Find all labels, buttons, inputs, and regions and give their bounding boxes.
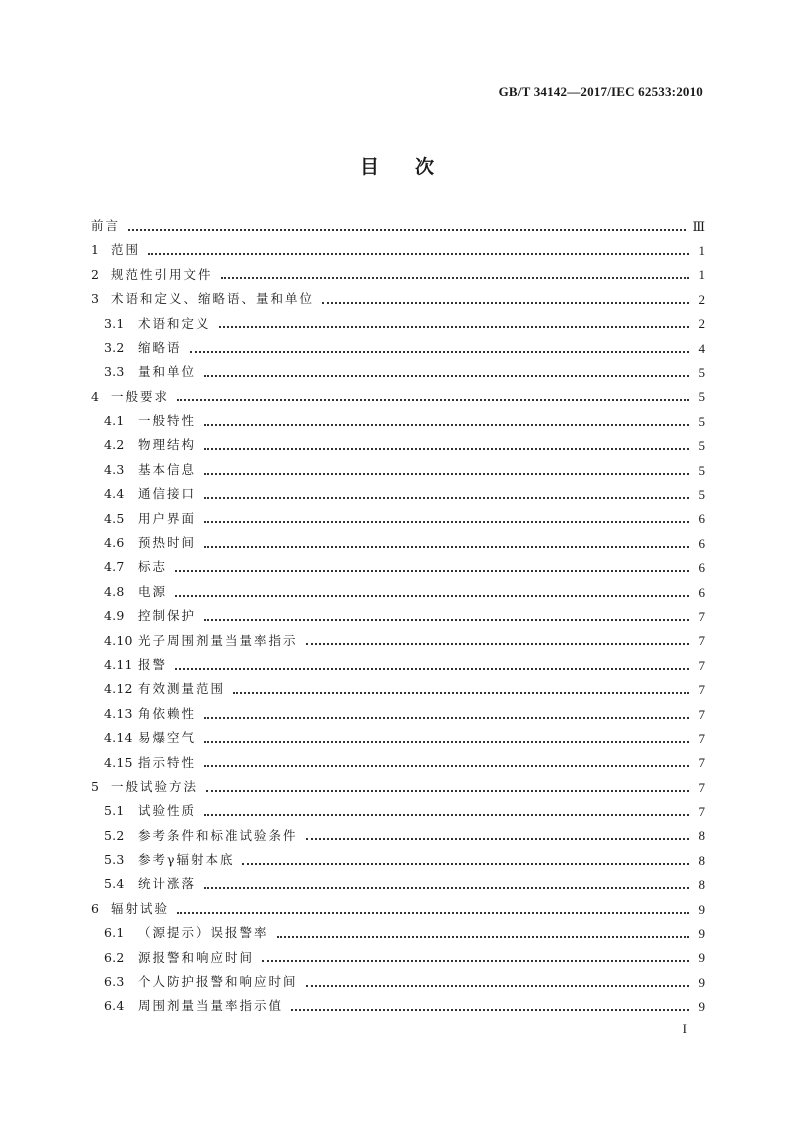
toc-entry[interactable] [91,799,705,823]
dot-leader [204,545,689,548]
toc-entry-page: 7 [698,804,705,820]
toc-entry[interactable] [91,629,705,653]
toc-entry-page: 4 [698,340,705,356]
toc-entry-number: 4.14 [104,730,133,746]
toc-entry-label: 参考γ辐射本底 [138,852,235,868]
toc-entry-label: 参考条件和标准试验条件 [138,827,298,843]
dot-leader [175,594,689,597]
toc-entry-number: 2 [91,266,100,282]
toc-entry-number: 4.15 [104,754,133,770]
toc-entry-page: Ⅲ [692,218,705,234]
toc-entry-page: 9 [698,999,705,1015]
toc-entry-label: 物理结构 [138,437,197,453]
toc-entry-page: 7 [698,657,705,673]
toc-entry-label: 个人防护报警和响应时间 [138,974,298,990]
toc-entry-page: 5 [698,462,705,478]
dot-leader [306,642,689,645]
toc-entry-label: 基本信息 [138,461,197,477]
toc-entry[interactable] [91,775,705,799]
dot-leader [204,886,689,889]
toc-entry-page: 7 [698,706,705,722]
dot-leader [204,423,689,426]
toc-entry-label: 源报警和响应时间 [138,949,255,965]
dot-leader [177,398,689,401]
toc-entry-label: 标志 [138,559,168,575]
toc-entry[interactable] [91,434,705,458]
toc-entry-page: 5 [698,413,705,429]
toc-entry-label: 术语和定义 [138,315,211,331]
toc-entry-number: 4.2 [104,437,125,453]
toc-entry-page: 7 [698,608,705,624]
toc-entry-label: （源提示）误报警率 [138,925,269,941]
toc-entry-number: 5 [91,778,100,794]
toc-entry[interactable] [91,702,705,726]
toc-entry-number: 3.1 [104,315,125,331]
toc-entry-page: 9 [698,950,705,966]
toc-entry-page: 5 [698,486,705,502]
toc-entry[interactable] [91,263,705,287]
dot-leader [190,350,689,353]
dot-leader [206,789,689,792]
toc-entry-page: 7 [698,730,705,746]
toc-entry-label: 预热时间 [138,535,197,551]
dot-leader [306,837,689,840]
toc-entry-number: 5.3 [104,852,125,868]
toc-entry-page: 8 [698,852,705,868]
toc-entry[interactable] [91,531,705,555]
dot-leader [204,520,689,523]
page-title: 目次 [359,156,470,178]
page-number: I [682,1021,687,1036]
toc-entry[interactable] [91,604,705,628]
toc-entry-label: 光子周围剂量当量率指示 [138,632,298,648]
toc-entry-label: 统计涨落 [138,876,197,892]
toc-entry-page: 7 [698,779,705,795]
toc-entry-page: 6 [698,511,705,527]
toc-entry-page: 1 [698,243,705,259]
toc-entry-page: 8 [698,828,705,844]
toc-entry[interactable] [91,824,705,848]
toc-entry-page: 7 [698,682,705,698]
toc-entry-label: 报警 [138,656,168,672]
toc-entry[interactable] [91,653,705,677]
dot-leader [306,984,689,987]
dot-leader [221,276,689,279]
dot-leader [277,935,689,938]
toc-entry-number: 6.1 [104,925,125,941]
toc-entry[interactable] [91,409,705,433]
dot-leader [262,959,689,962]
toc-entry-page: 2 [698,291,705,307]
toc-entry-number: 5.2 [104,827,125,843]
toc-entry-label: 一般要求 [111,388,170,404]
dot-leader [233,691,689,694]
table-of-contents [91,214,705,1019]
standard-number: GB/T 34142—2017/IEC 62533:2010 [498,84,703,99]
toc-entry[interactable] [91,580,705,604]
toc-entry[interactable] [91,946,705,970]
toc-entry-page: 5 [698,365,705,381]
dot-leader [204,764,689,767]
dot-leader [128,228,686,231]
toc-entry-number: 4.3 [104,461,125,477]
toc-entry-number: 4.13 [104,705,133,721]
toc-entry-label: 易爆空气 [138,730,197,746]
toc-entry[interactable] [91,751,705,775]
toc-entry-number: 5.4 [104,876,125,892]
toc-entry[interactable] [91,287,705,311]
toc-entry[interactable] [91,921,705,945]
toc-entry-number: 6.2 [104,949,125,965]
toc-entry-number: 4.9 [104,608,125,624]
toc-entry-number: 6.4 [104,998,125,1014]
toc-entry[interactable] [91,555,705,579]
dot-leader [322,301,689,304]
toc-entry[interactable] [91,873,705,897]
toc-entry-page: 8 [698,877,705,893]
toc-entry-number: 4.4 [104,486,125,502]
toc-entry-label: 通信接口 [138,486,197,502]
toc-entry[interactable] [91,482,705,506]
dot-leader [204,496,689,499]
dot-leader [177,911,689,914]
toc-entry[interactable] [91,336,705,360]
toc-entry[interactable] [91,214,705,238]
toc-entry-number: 3.2 [104,339,125,355]
dot-leader [204,716,689,719]
toc-entry[interactable] [91,360,705,384]
toc-entry-label: 一般特性 [138,413,197,429]
toc-entry[interactable] [91,385,705,409]
toc-entry-label: 电源 [138,583,168,599]
toc-entry-number: 4.12 [104,681,133,697]
toc-entry[interactable] [91,995,705,1019]
toc-entry-label: 指示特性 [138,754,197,770]
toc-entry-page: 9 [698,926,705,942]
toc-entry[interactable] [91,726,705,750]
toc-entry-page: 1 [698,267,705,283]
toc-entry-label: 规范性引用文件 [111,266,213,282]
dot-leader [204,472,689,475]
toc-entry[interactable] [91,458,705,482]
toc-entry-number: 6.3 [104,974,125,990]
toc-entry-number: 6 [91,900,100,916]
toc-entry-page: 5 [698,389,705,405]
toc-entry-page: 7 [698,633,705,649]
toc-entry-label: 控制保护 [138,608,197,624]
toc-entry-label: 辐射试验 [111,900,170,916]
toc-entry-number: 4.11 [104,656,133,672]
dot-leader [204,374,689,377]
toc-entry-label: 角依赖性 [138,705,197,721]
toc-entry-page: 2 [698,316,705,332]
toc-entry[interactable] [91,507,705,531]
toc-entry-number: 4 [91,388,100,404]
toc-entry-number: 3.3 [104,364,125,380]
toc-entry-number: 4.1 [104,413,125,429]
dot-leader [242,862,689,865]
toc-entry[interactable] [91,848,705,872]
toc-entry-number: 4.6 [104,535,125,551]
dot-leader [204,618,689,621]
toc-entry-label: 试验性质 [138,803,197,819]
toc-entry-page: 6 [698,584,705,600]
toc-entry-label: 范围 [111,242,141,258]
dot-leader [291,1008,689,1011]
toc-entry[interactable] [91,677,705,701]
toc-entry-label: 前言 [91,217,121,233]
toc-entry-number: 5.1 [104,803,125,819]
toc-entry[interactable] [91,970,705,994]
toc-entry-number: 1 [91,242,100,258]
toc-entry[interactable] [91,312,705,336]
dot-leader [204,740,689,743]
toc-entry-label: 用户界面 [138,510,197,526]
toc-entry-page: 7 [698,755,705,771]
dot-leader [204,447,689,450]
toc-entry-number: 4.5 [104,510,125,526]
toc-entry-label: 一般试验方法 [111,778,199,794]
toc-entry-label: 量和单位 [138,364,197,380]
toc-entry-page: 6 [698,560,705,576]
toc-entry-page: 5 [698,438,705,454]
dot-leader [219,325,689,328]
toc-entry-label: 术语和定义、缩略语、量和单位 [111,291,315,307]
toc-entry-number: 4.10 [104,632,133,648]
toc-entry-label: 周围剂量当量率指示值 [138,998,284,1014]
toc-entry-number: 4.7 [104,559,125,575]
toc-entry-page: 9 [698,901,705,917]
toc-entry-label: 缩略语 [138,339,182,355]
dot-leader [175,667,689,670]
dot-leader [204,813,689,816]
toc-entry-number: 3 [91,291,100,307]
toc-entry[interactable] [91,238,705,262]
toc-entry-page: 9 [698,974,705,990]
toc-entry-number: 4.8 [104,583,125,599]
dot-leader [175,569,689,572]
toc-entry-label: 有效测量范围 [138,681,226,697]
dot-leader [148,252,689,255]
toc-entry[interactable] [91,897,705,921]
toc-entry-page: 6 [698,535,705,551]
